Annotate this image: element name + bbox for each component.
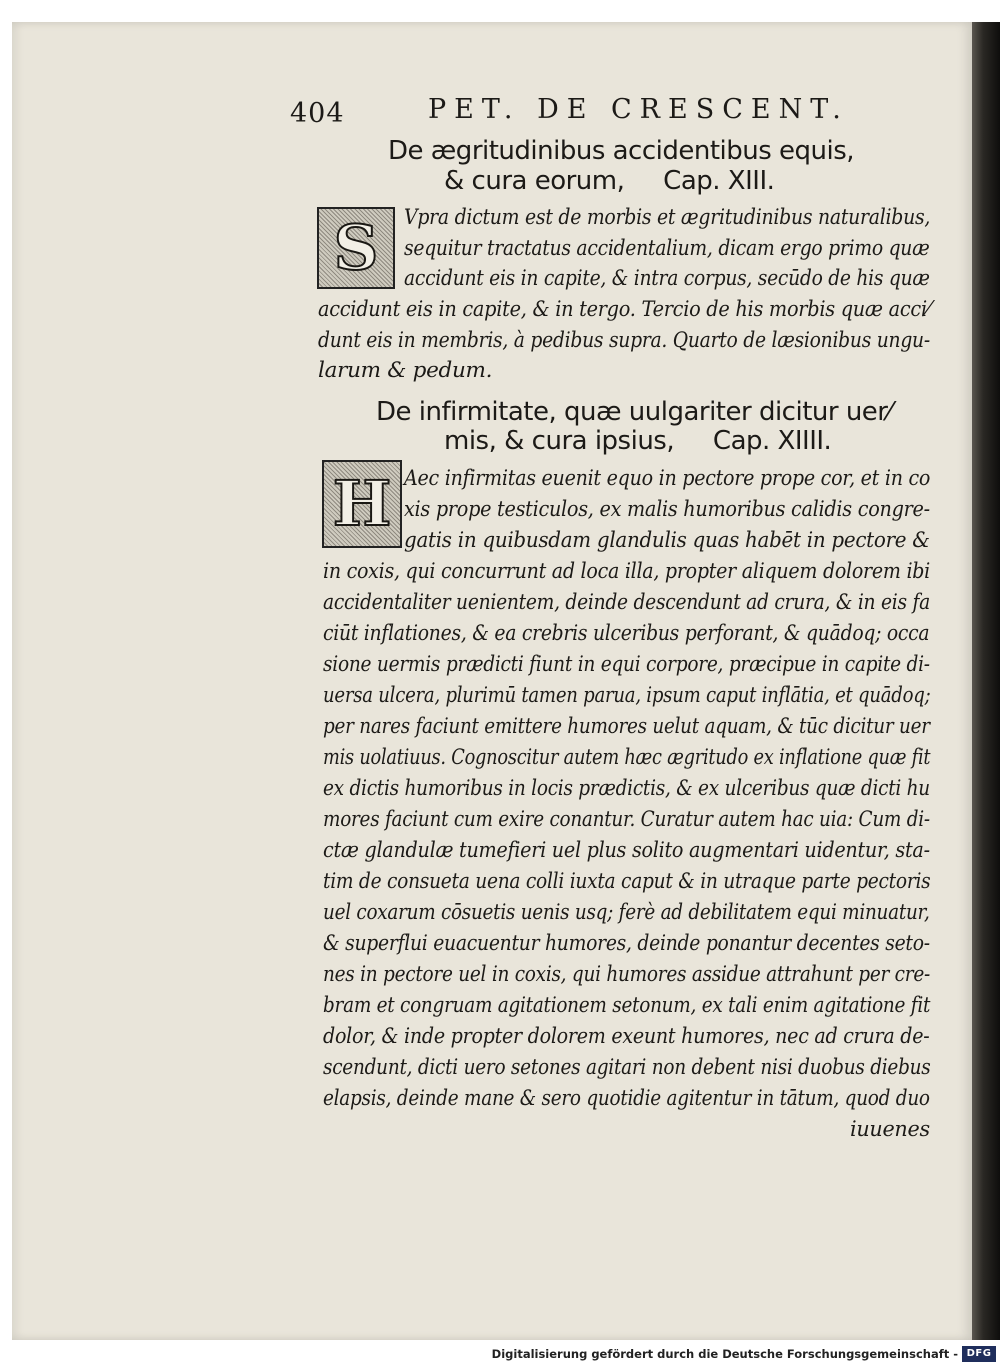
- chapter-13-line: larum & pedum.: [318, 358, 493, 383]
- page-number: 404: [290, 98, 345, 129]
- decorated-initial-h: [322, 460, 402, 548]
- chapter-14-line: bram et congruam agitationem setonum, ex tali enim agitatione fit: [323, 993, 931, 1018]
- chapter-14-heading-line-1: De infirmitate, quæ uulgariter dicitur uer⁄: [376, 397, 892, 427]
- chapter-13-line: Vpra dictum est de morbis et ægritudinibus naturalibus,: [404, 205, 931, 230]
- running-head: PET. DE CRESCENT.: [428, 94, 849, 125]
- chapter-13-line: dunt eis in membris, à pedibus supra. Quarto de læsionibus ungu-: [318, 328, 930, 353]
- chapter-13-line: accidunt eis in capite, & intra corpus, secūdo de his quæ: [404, 266, 930, 291]
- book-spine-edge: [972, 22, 1000, 1340]
- chapter-13-heading-line-1: De ægritudinibus accidentibus equis,: [388, 136, 855, 166]
- chapter-14-line: accidentaliter uenientem, deinde descendunt ad crura, & in eis fa: [323, 590, 930, 615]
- chapter-14-line: nes in pectore uel in coxis, qui humores assidue attrahunt per cre-: [323, 962, 931, 987]
- chapter-14-line: Aec infirmitas euenit equo in pectore prope cor, et in co: [404, 466, 931, 491]
- chapter-14-line: xis prope testiculos, ex malis humoribus calidis congre-: [404, 497, 930, 522]
- chapter-14-line: ciūt inflationes, & ea crebris ulceribus perforant, & quādoq; occa: [323, 621, 930, 646]
- chapter-14-line: elapsis, deinde mane & sero quotidie agitentur in tātum, quod duo: [323, 1086, 930, 1111]
- chapter-14-line: sione uermis prædicti fiunt in equi corpore, præcipue in capite di-: [323, 652, 930, 677]
- chapter-14-line: per nares faciunt emittere humores uelut aquam, & tūc dicitur uer: [323, 714, 930, 739]
- chapter-14-line: ctæ glandulæ tumefieri uel plus solito augmentari uidentur, sta-: [323, 838, 930, 863]
- chapter-14-line: mis uolatiuus. Cognoscitur autem hæc ægritudo ex inflatione quæ fit: [323, 745, 931, 770]
- decorated-initial-letter: H: [332, 467, 392, 540]
- chapter-14-line: uel coxarum cōsuetis uenis usq; ferè ad debilitatem equi minuatur,: [323, 900, 930, 925]
- chapter-14-line: mores faciunt cum exire conantur. Curatur autem hac uia: Cum di-: [323, 807, 930, 832]
- chapter-14-heading-line-2: mis, & cura ipsius, Cap. XIIII.: [444, 426, 832, 456]
- chapter-14-line: dolor, & inde propter dolorem exeunt humores, nec ad crura de-: [323, 1024, 930, 1049]
- chapter-14-line: gatis in quibusdam glandulis quas habēt in pectore &: [404, 528, 930, 553]
- chapter-14-line: scendunt, dicti uero setones agitari non debent nisi duobus diebus: [323, 1055, 931, 1080]
- decorated-initial-s: [317, 207, 395, 289]
- chapter-13-line: sequitur tractatus accidentalium, dicam ergo primo quæ: [404, 236, 930, 261]
- chapter-14-line: in coxis, qui concurrunt ad loca illa, propter aliquem dolorem ibi: [323, 559, 930, 584]
- funding-credit: Digitalisierung gefördert durch die Deutsche Forschungsgemeinschaft -: [491, 1347, 958, 1361]
- chapter-14-line: & superflui euacuentur humores, deinde ponantur decentes seto-: [323, 931, 930, 956]
- chapter-14-line: tim de consueta uena colli iuxta caput & in utraque parte pectoris: [323, 869, 931, 894]
- chapter-14-line: ex dictis humoribus in locis prædictis, & ex ulceribus quæ dicti hu: [323, 776, 930, 801]
- chapter-13-heading-line-2: & cura eorum, Cap. XIII.: [444, 166, 775, 196]
- chapter-14-line: uersa ulcera, plurimū tamen parua, ipsum caput inflātia, et quādoq;: [323, 683, 931, 708]
- decorated-initial-letter: S: [333, 211, 379, 284]
- dfg-logo: DFG: [962, 1346, 996, 1362]
- catchword: iuuenes: [850, 1117, 930, 1142]
- chapter-13-line: accidunt eis in capite, & in tergo. Tercio de his morbis quæ acci⁄: [318, 297, 930, 322]
